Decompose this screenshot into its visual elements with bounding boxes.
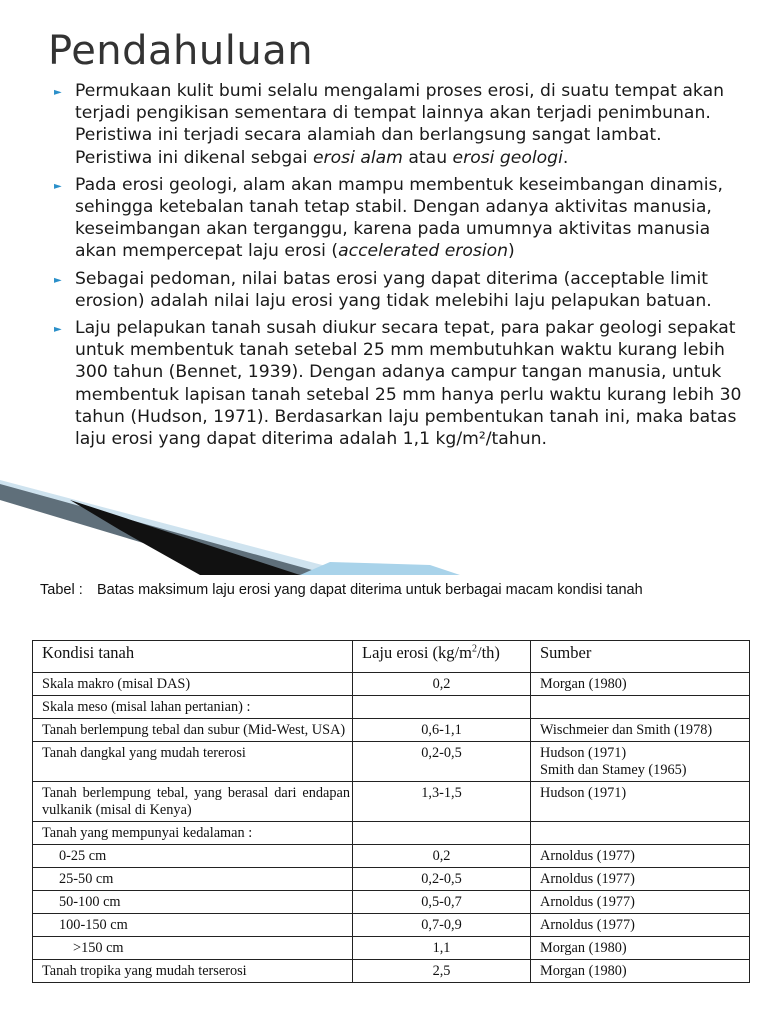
cell-laju: 0,2 (353, 673, 531, 696)
cell-laju: 0,2 (353, 845, 531, 868)
bullet-item (52, 317, 742, 450)
cell-laju: 0,6-1,1 (353, 719, 531, 742)
table-row (33, 782, 750, 822)
cell-sumber (531, 673, 750, 696)
bullet-text-part: Pada erosi geologi, alam akan mampu membentuk keseimbangan dinamis, sehingga ketebalan tanah tetap stabil. Dengan adanya aktivitas manusia, keseimbangan akan terganggu, karena pada umumnya aktivitas manusia akan mempercepat laju erosi ( (75, 174, 723, 262)
decor-blue-band (300, 562, 460, 575)
header-laju-sup: 2 (471, 643, 477, 655)
cell-laju (353, 822, 531, 845)
cell-kondisi: >150 cm (33, 937, 353, 960)
cell-sumber (531, 845, 750, 868)
cell-kondisi: Skala makro (misal DAS) (33, 673, 353, 696)
bullet-arrow-icon: ► (54, 87, 62, 98)
cell-kondisi: Tanah berlempung tebal, yang berasal dari endapan vulkanik (misal di Kenya) (33, 782, 353, 822)
cell-kondisi: 0-25 cm (33, 845, 353, 868)
cell-laju: 2,5 (353, 960, 531, 983)
bullet-text-part: . (562, 147, 569, 168)
bullet-text-part: ) (508, 241, 515, 262)
bullet-list (52, 80, 742, 455)
cell-kondisi: Tanah dangkal yang mudah tererosi (33, 742, 353, 782)
header-laju-end: /th) (476, 643, 500, 662)
bullet-text-part: Laju pelapukan tanah susah diukur secara tepat, para pakar geologi sepakat untuk membentuk tanah setebal 25 mm membutuhkan waktu kurang lebih 300 tahun (Bennet, 1939). Dengan adanya campur tangan manusia, untuk membentuk lapisan tanah setebal 25 mm hanya perlu waktu kurang lebih 30 tahun (Hudson, 1971). Berdasarkan laju pembentukan tanah ini, maka batas laju erosi yang dapat diterima adalah 1,1 kg/m²/tahun. (75, 318, 742, 450)
cell-kondisi: Tanah tropika yang mudah terserosi (33, 960, 353, 983)
cell-sumber (531, 719, 750, 742)
cell-sumber (531, 937, 750, 960)
bullet-italic-term: accelerated erosion (338, 241, 509, 262)
cell-laju: 0,2-0,5 (353, 868, 531, 891)
cell-kondisi: Skala meso (misal lahan pertanian) : (33, 696, 353, 719)
header-laju (353, 641, 531, 673)
source-line: Wischmeier dan Smith (1978) (540, 722, 713, 738)
caption-prefix: Tabel : (40, 582, 87, 598)
source-line: Morgan (1980) (540, 676, 627, 692)
table-row (33, 960, 750, 983)
bullet-item (52, 80, 742, 169)
bullet-text (75, 269, 712, 311)
bullet-text (75, 81, 724, 168)
table-row (33, 845, 750, 868)
bullet-item (52, 268, 742, 312)
table-row (33, 891, 750, 914)
cell-sumber (531, 914, 750, 937)
cell-sumber (531, 822, 750, 845)
cell-laju: 0,2-0,5 (353, 742, 531, 782)
source-line: Arnoldus (1977) (540, 894, 635, 910)
source-line: Hudson (1971) (540, 745, 627, 761)
source-line: Hudson (1971) (540, 785, 627, 801)
bullet-italic-term: erosi alam (312, 147, 403, 168)
header-laju-main: Laju erosi (kg/m (362, 643, 472, 662)
table-row (33, 673, 750, 696)
cell-sumber (531, 891, 750, 914)
table-row (33, 742, 750, 782)
table-header-row (33, 641, 750, 673)
bullet-text (75, 175, 723, 262)
header-kondisi: Kondisi tanah (33, 641, 353, 673)
source-line: Morgan (1980) (540, 963, 627, 979)
cell-sumber (531, 960, 750, 983)
cell-laju: 1,3-1,5 (353, 782, 531, 822)
slide-title: Pendahuluan (48, 28, 314, 74)
table-row (33, 822, 750, 845)
header-sumber: Sumber (531, 641, 750, 673)
bullet-text-part: atau (402, 147, 453, 168)
bullet-arrow-icon: ► (54, 274, 62, 286)
cell-kondisi: 50-100 cm (33, 891, 353, 914)
cell-sumber (531, 782, 750, 822)
table-row (33, 914, 750, 937)
cell-kondisi: Tanah berlempung tebal dan subur (Mid-West, USA) (33, 719, 353, 742)
cell-laju (353, 696, 531, 719)
bullet-italic-term: erosi geologi (452, 147, 563, 168)
cell-laju: 0,7-0,9 (353, 914, 531, 937)
cell-laju: 1,1 (353, 937, 531, 960)
bullet-text-part: Sebagai pedoman, nilai batas erosi yang dapat diterima (acceptable limit erosion) adalah nilai laju erosi yang tidak melebihi laju pelapukan batuan. (75, 268, 712, 311)
table-row (33, 868, 750, 891)
cell-kondisi: 100-150 cm (33, 914, 353, 937)
cell-sumber (531, 868, 750, 891)
table-row (33, 937, 750, 960)
bullet-item (52, 174, 742, 263)
slide-decoration (0, 470, 460, 580)
table-caption (40, 581, 740, 600)
table-row (33, 719, 750, 742)
source-line: Arnoldus (1977) (540, 871, 635, 887)
decor-dark-band (70, 500, 300, 575)
cell-kondisi: 25-50 cm (33, 868, 353, 891)
source-line: Arnoldus (1977) (540, 917, 635, 933)
source-line: Morgan (1980) (540, 940, 627, 956)
source-line: Arnoldus (1977) (540, 848, 635, 864)
cell-laju: 0,5-0,7 (353, 891, 531, 914)
cell-sumber (531, 742, 750, 782)
table-row (33, 696, 750, 719)
bullet-text-part: Permukaan kulit bumi selalu mengalami proses erosi, di suatu tempat akan terjadi pengikisan sementara di tempat lainnya akan terjadi penimbunan. Peristiwa ini terjadi secara alamiah dan berlangsung sangat lambat. Peristiwa ini dikenal sebgai (75, 81, 724, 168)
bullet-arrow-icon: ► (54, 180, 62, 192)
erosion-limit-table (32, 640, 750, 983)
cell-sumber (531, 696, 750, 719)
cell-kondisi: Tanah yang mempunyai kedalaman : (33, 822, 353, 845)
source-line: Smith dan Stamey (1965) (540, 762, 687, 778)
caption-text: Batas maksimum laju erosi yang dapat diterima untuk berbagai macam kondisi tanah (97, 582, 643, 598)
bullet-arrow-icon: ► (54, 324, 62, 336)
bullet-text (75, 318, 741, 449)
